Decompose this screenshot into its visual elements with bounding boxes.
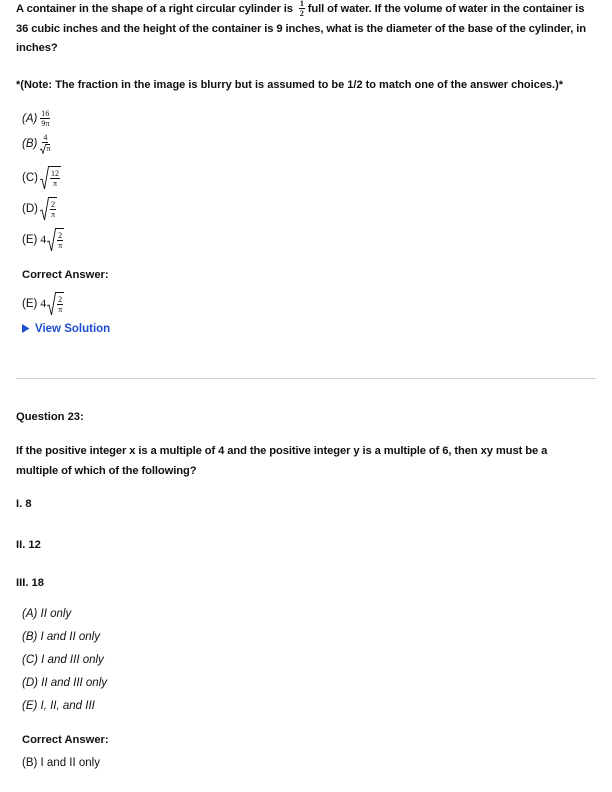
section-divider [16, 378, 596, 379]
fraction [57, 296, 63, 314]
view-solution-label[interactable]: View Solution [35, 323, 111, 335]
choice-label: (E) [22, 234, 38, 246]
choice-b [22, 134, 50, 154]
choice-c: (C) I and III only [22, 654, 104, 666]
sqrt-sign-icon [40, 197, 49, 221]
choice-e [22, 228, 64, 252]
question-text-part: full of water. If the volume of water in the container is 36 cubic inches and the height of the container is 9 inches, what is the diameter of the base of the cylinder, in inches? [16, 3, 586, 54]
fraction-numerator: 2 [58, 231, 63, 240]
sqrt-sign-icon [40, 166, 49, 190]
choice-label: (C) [22, 172, 38, 184]
question-23-text: If the positive integer x is a multiple of 4 and the positive integer y is a multiple of 6, then xy must be a multiple of which of the following? [16, 445, 548, 477]
statement-3: III. 18 [16, 577, 44, 589]
fraction-denominator: π [58, 305, 63, 314]
sqrt-expression [40, 197, 57, 221]
choice-a [22, 110, 50, 128]
choice-e: (E) I, II, and III [22, 700, 95, 712]
choice-a: (A) II only [22, 608, 72, 620]
question-text-part: A container in the shape of a right circular cylinder is [16, 3, 293, 15]
fraction-denominator: π [52, 179, 57, 188]
fraction-numerator: 2 [58, 295, 63, 304]
fraction-half [299, 0, 305, 18]
fraction-numerator: 12 [50, 169, 59, 178]
correct-answer: (B) I and II only [22, 757, 100, 769]
correct-answer-label: Correct Answer: [22, 269, 109, 281]
fraction-numerator: 2 [50, 200, 55, 209]
choice-d: (D) II and III only [22, 677, 108, 689]
note-text: *(Note: The fraction in the image is blurry but is assumed to be 1/2 to match one of the answer choices.)* [16, 79, 564, 91]
fraction-denominator: 9π [41, 119, 50, 128]
sqrt-sign-icon [47, 228, 56, 252]
choice-label: (E) [22, 298, 38, 310]
fraction [40, 110, 50, 128]
sqrt-sign-icon [47, 292, 56, 316]
correct-answer-label: Correct Answer: [22, 734, 109, 746]
fraction-denominator: π [50, 210, 55, 219]
sqrt-expression [47, 292, 64, 316]
choice-label: (B) [22, 138, 38, 150]
choice-b: (B) I and II only [22, 631, 100, 643]
sqrt-expression [47, 228, 64, 252]
choice-c [22, 166, 61, 190]
fraction [57, 232, 63, 250]
fraction [50, 201, 56, 219]
correct-answer [22, 292, 64, 316]
statement-2: II. 12 [16, 539, 41, 551]
choice-d [22, 197, 57, 221]
fraction-denominator: 2 [299, 9, 304, 19]
choice-label: (D) [22, 203, 38, 215]
coefficient: 4 [40, 234, 47, 246]
question-22-text [16, 0, 596, 59]
fraction-numerator: 16 [41, 109, 50, 118]
statement-1: I. 8 [16, 498, 32, 510]
sqrt-expression [40, 166, 61, 190]
fraction-numerator: 4 [43, 133, 48, 142]
view-solution-link[interactable] [22, 323, 110, 335]
choice-label: (A) [22, 113, 38, 125]
fraction [50, 170, 60, 188]
coefficient: 4 [40, 298, 47, 310]
radicand: π [46, 144, 51, 153]
fraction-denominator: π [58, 241, 63, 250]
fraction-denominator [40, 143, 50, 154]
question-23-heading: Question 23: [16, 411, 84, 423]
fraction [40, 134, 50, 154]
triangle-right-icon [22, 324, 30, 333]
fraction-numerator: 1 [299, 0, 304, 9]
